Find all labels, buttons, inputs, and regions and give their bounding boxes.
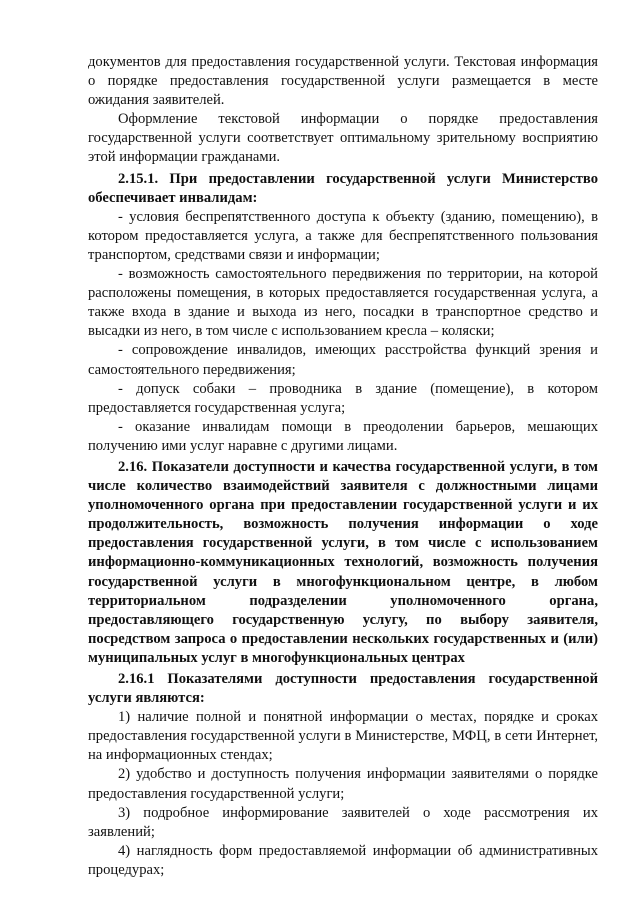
document-page [88, 53, 598, 880]
heading-2-16-1: 2.16.1 Показателями доступности предоставления государственной услуги являются: [88, 671, 598, 707]
list-item-assistance: - оказание инвалидам помощи в преодолении барьеров, мешающих получению ими услуг наравне с другими лицами. [88, 418, 598, 454]
list-item-1: 1) наличие полной и понятной информации о местах, порядке и сроках предоставления государственной услуги в Министерстве, МФЦ, в сети Интернет, на информационных стендах; [88, 709, 598, 764]
list-item-3: 3) подробное информирование заявителей о ходе рассмотрения их заявлений; [88, 804, 598, 840]
list-item-4: 4) наглядность форм предоставляемой информации об административных процедурах; [88, 842, 598, 878]
list-item-access-conditions: - условия беспрепятственного доступа к объекту (зданию, помещению), в котором предоставляется услуга, а также для беспрепятственного пользования транспортом, средствами связи и информации; [88, 208, 598, 263]
heading-2-15-1: 2.15.1. При предоставлении государственной услуги Министерство обеспечивает инвалидам: [88, 170, 598, 206]
list-item-2: 2) удобство и доступность получения информации заявителями о порядке предоставления государственной услуги; [88, 766, 598, 802]
list-item-escort: - сопровождение инвалидов, имеющих расстройства функций зрения и самостоятельного передвижения; [88, 342, 598, 378]
paragraph-text-formatting: Оформление текстовой информации о порядке предоставления государственной услуги соответствует оптимальному зрительному восприятию этой информации гражданами. [88, 111, 598, 166]
heading-2-16: 2.16. Показатели доступности и качества государственной услуги, в том числе количество взаимодействий заявителя с должностными лицами уполномоченного органа при предоставлении государственной услуги и их продолжительность, возможность получения информации о ходе предоставления государственной услуги, в том числе с использованием информационно-коммуникационных технологий, возможность получения государственной услуги в многофункциональном центре, в любом территориальном подразделении уполномоченного органа, предоставляющего государственную услугу, по выбору заявителя, посредством запроса о предоставлении нескольких государственных и (или) муниципальных услуг в многофункциональных центрах [88, 458, 598, 666]
list-item-guide-dog: - допуск собаки – проводника в здание (помещение), в котором предоставляется государственная услуга; [88, 380, 598, 416]
list-item-movement: - возможность самостоятельного передвижения по территории, на которой расположены помещения, в которых предоставляется государственная услуга, а также входа в здание и выхода из него, посадки в транспортное средство и высадки из него, в том числе с использованием кресла – коляски; [88, 266, 598, 340]
paragraph-continuation: документов для предоставления государственной услуги. Текстовая информация о порядке предоставления государственной услуги размещается в месте ожидания заявителей. [88, 54, 598, 109]
